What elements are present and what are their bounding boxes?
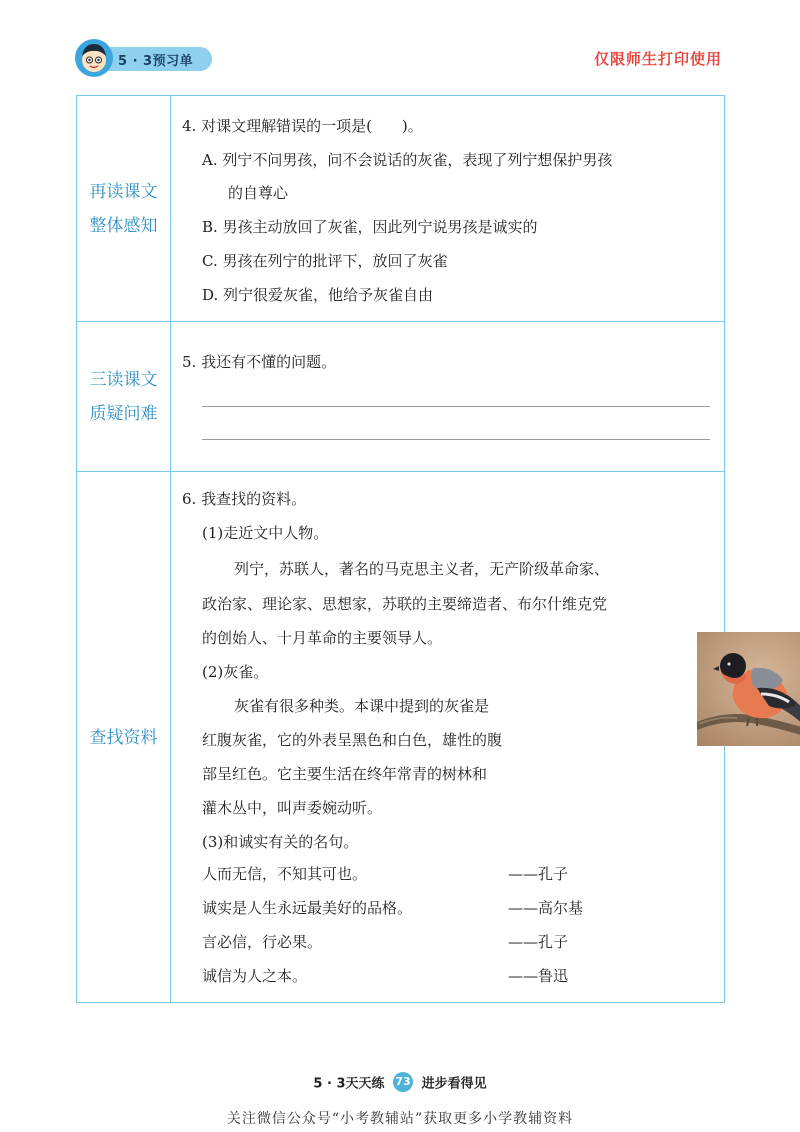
- section-content: [172, 96, 724, 321]
- part-3-title: (3)和诚实有关的名句。: [202, 833, 359, 851]
- quote-text: 诚信为人之本。: [202, 967, 308, 985]
- section-label-cell: [77, 322, 171, 471]
- quote-text: 人而无信，不知其可也。: [202, 865, 368, 883]
- part-2-line: 灌木丛中，叫声委婉动听。: [202, 799, 383, 817]
- option-c: C. 男孩在列宁的批评下，放回了灰雀: [202, 252, 448, 270]
- part-2-line: 灰雀有很多种类。本课中提到的灰雀是: [234, 697, 490, 715]
- section-label-cell: [77, 472, 171, 1003]
- worksheet-table: [76, 95, 725, 1003]
- question-6: 6. 我查找的资料。: [182, 490, 307, 508]
- part-1-title: (1)走近文中人物。: [202, 524, 329, 542]
- section-label: 三读课文 质疑问难: [89, 369, 158, 424]
- series-label: 5 · 3预习单: [118, 54, 194, 69]
- header-badge: [74, 38, 214, 78]
- section-research: [77, 472, 724, 1003]
- print-notice: 仅限师生打印使用: [593, 50, 722, 68]
- question-5: 5. 我还有不懂的问题。: [182, 353, 337, 371]
- bottom-note: 关注微信公众号“小考教辅站”获取更多小学教辅资料: [226, 1111, 574, 1127]
- quote-author: ——孔子: [508, 933, 569, 951]
- quote-author: ——孔子: [508, 865, 569, 883]
- footer-slogan: 进步看得见: [421, 1076, 487, 1092]
- footer-series: 5 · 3天天练: [313, 1076, 385, 1092]
- quote-text: 诚实是人生永远最美好的品格。: [202, 899, 413, 917]
- quote-author: ——鲁迅: [508, 967, 569, 985]
- option-d: D. 列宁很爱灰雀，他给予灰雀自由: [202, 286, 434, 304]
- section-content: [172, 322, 724, 471]
- quote-author: ——高尔基: [508, 899, 584, 917]
- section-label-cell: [77, 96, 171, 321]
- section-label: 查找资料: [89, 727, 158, 748]
- part-1-line: 政治家、理论家、思想家，苏联的主要缔造者、布尔什维克党: [202, 595, 608, 613]
- answer-line[interactable]: [202, 406, 710, 407]
- question-4: 4. 对课文理解错误的一项是( )。: [182, 117, 423, 135]
- part-2-title: (2)灰雀。: [202, 663, 269, 681]
- section-reread: [77, 96, 724, 322]
- option-a-cont: 的自尊心: [228, 184, 289, 202]
- option-a: A. 列宁不问男孩，问不会说话的灰雀，表现了列宁想保护男孩: [202, 151, 613, 169]
- mascot-icon: [74, 38, 114, 78]
- section-content: [172, 472, 724, 1003]
- part-2-line: 红腹灰雀，它的外表呈黑色和白色，雄性的腹: [202, 731, 503, 749]
- page-number: 73: [393, 1072, 413, 1092]
- section-questions: [77, 322, 724, 472]
- part-1-line: 的创始人、十月革命的主要领导人。: [202, 629, 443, 647]
- quote-text: 言必信，行必果。: [202, 933, 323, 951]
- part-2-line: 部呈红色。它主要生活在终年常青的树林和: [202, 765, 488, 783]
- part-1-line: 列宁，苏联人，著名的马克思主义者，无产阶级革命家、: [234, 560, 610, 578]
- section-label: 再读课文 整体感知: [89, 181, 158, 236]
- bullfinch-photo: [697, 632, 800, 746]
- option-b: B. 男孩主动放回了灰雀，因此列宁说男孩是诚实的: [202, 218, 538, 236]
- page-footer: [0, 1072, 800, 1092]
- answer-line[interactable]: [202, 439, 710, 440]
